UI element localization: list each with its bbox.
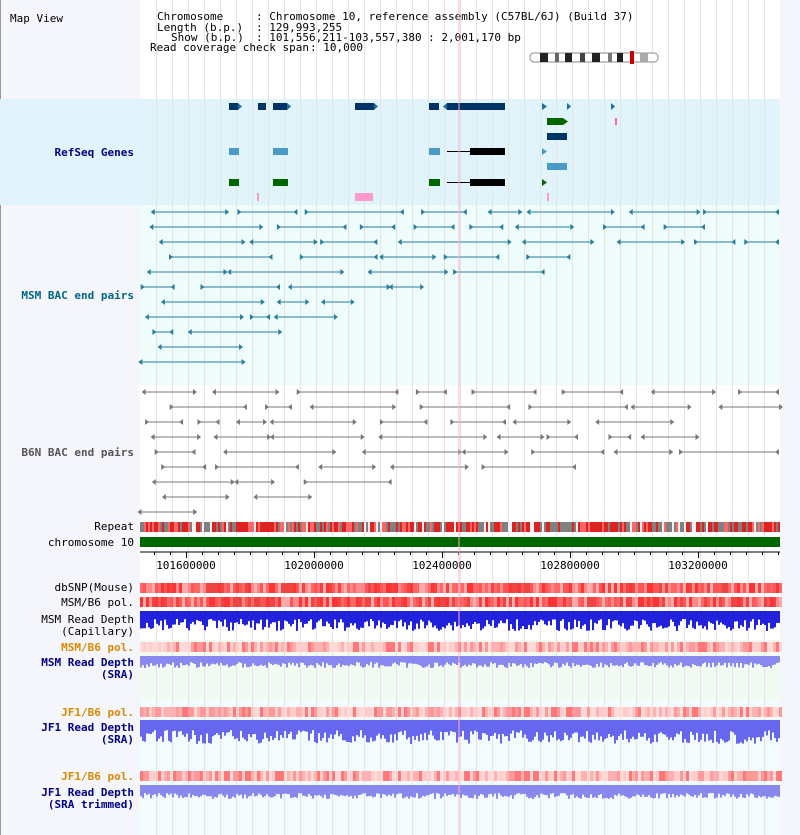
right-edge	[780, 0, 800, 835]
ideogram-current-region	[630, 51, 634, 64]
repeat-track	[140, 522, 780, 532]
track-label-jf1-b6-pol-1: JF1/B6 pol.	[61, 706, 134, 719]
chromosome-bar	[140, 537, 780, 547]
jf1-b6-pol-track-1	[140, 707, 782, 717]
axis-tick-label: 102400000	[412, 559, 472, 572]
track-label-jf1-depth-trimmed: JF1 Read Depth	[41, 786, 134, 799]
coverage-value: : 10,000	[310, 41, 363, 54]
length-value: : 129,993,255	[256, 21, 343, 34]
jf1-b6-pol-track-2	[140, 771, 782, 781]
track-label-msm-b6-pol: MSM/B6 pol.	[61, 596, 134, 609]
coverage-key: Read coverage check span	[150, 41, 309, 54]
track-label-chromosome: chromosome 10	[47, 536, 134, 549]
axis-tick-label: 102000000	[284, 559, 344, 572]
axis-tick-label: 102800000	[540, 559, 600, 572]
msm-b6-pol-sra-track	[140, 642, 782, 652]
track-label-jf1-depth-trimmed-sub: (SRA trimmed)	[47, 798, 134, 811]
page-title: Map View	[10, 12, 63, 25]
track-label-msm-depth-sra-sub: (SRA)	[100, 668, 134, 681]
track-label-msm-depth-capillary-sub: (Capillary)	[61, 625, 134, 638]
track-label-msm-b6-pol-sra: MSM/B6 pol.	[61, 641, 134, 654]
track-label-jf1-depth-sra: JF1 Read Depth	[41, 721, 134, 734]
chromosome-key: Chromosome	[157, 10, 224, 23]
track-label-msm-depth-sra: MSM Read Depth	[41, 656, 134, 669]
msm-b6-pol-track	[140, 597, 782, 607]
axis-tick-label: 101600000	[156, 559, 216, 572]
track-label-jf1-b6-pol-2: JF1/B6 pol.	[61, 770, 134, 783]
track-label-jf1-depth-sra-sub: (SRA)	[100, 733, 134, 746]
track-label-dbsnp: dbSNP(Mouse)	[54, 581, 134, 594]
chromosome-ideogram[interactable]	[530, 51, 658, 64]
track-label-repeat: Repeat	[94, 520, 134, 533]
chromosome-value: : Chromosome 10, reference assembly (C57BL/6J) (Build 37)	[256, 10, 634, 23]
show-value: : 101,556,211-103,557,380 : 2,001,170 bp	[256, 31, 521, 44]
track-label-refseq[interactable]: RefSeq Genes	[54, 146, 134, 159]
dbsnp-track	[140, 583, 782, 593]
length-key: Length (b.p.)	[157, 21, 244, 34]
axis-tick-label: 103200000	[668, 559, 728, 572]
track-label-msm-bac[interactable]: MSM BAC end pairs	[21, 289, 134, 302]
track-label-msm-depth-capillary: MSM Read Depth	[41, 613, 134, 626]
show-key: Show (b.p.)	[171, 31, 244, 44]
track-label-b6n-bac[interactable]: B6N BAC end pairs	[21, 446, 134, 459]
